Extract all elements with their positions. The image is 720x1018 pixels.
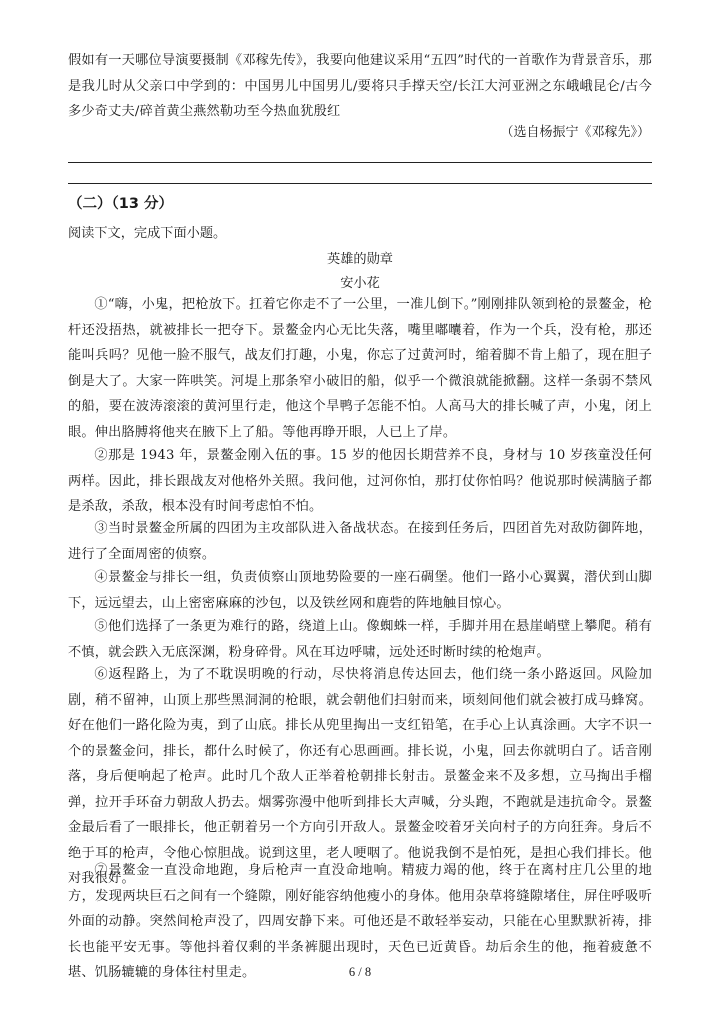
story-paragraph-6: ⑥返程路上，为了不耽误明晚的行动，尽快将消息传达回去，他们绕一条小路返回。风险加剧，稍不留神，山顶上那些黑洞洞的枪眼，就会朝他们扫射而来，顷刻间他们就会被打成马蜂窝。好在他们一路化险为夷，到了山底。排长从兜里掏出一支红铅笔，在手心上认真涂画。大字不识一个的景鳌金问，排长，都什么时候了，你还有心思画画。排长说，小鬼，回去你就明白了。话音刚落，身后便响起了枪声。此时几个敌人正举着枪朝排长射击。景鳌金来不及多想，立马掏出手榴弹，拉开手环奋力朝敌人扔去。烟雾弥漫中他听到排长大声喊，分头跑，不跑就是违抗命令。景鳌金最后看了一眼排长，他正朝着另一个方向引开敌人。景鳌金咬着牙关向村子的方向狂奔。身后不绝于耳的枪声，令他心惊胆战。说到这里，老人哽咽了。他说我倒不是怕死，是担心我们排长。他对我很好。: [68, 667, 652, 886]
story-paragraph-5: ⑤他们选择了一条更为难行的路，绕道上山。像蜘蛛一样，手脚并用在悬崖峭壁上攀爬。稍有不慎，就会跌入无底深渊，粉身碎骨。风在耳边呼啸，远处还时断时续的枪炮声。: [68, 619, 652, 660]
intro-paragraph: 假如有一天哪位导演要摄制《邓稼先传》，我要向他建议采用“五四”时代的一首歌作为背景音乐，那是我儿时从父亲口中学到的：中国男儿中国男儿/要将只手撑天空/长江大河亚洲之东峨峨昆仑/古今多少奇丈夫/碎首黄尘燕然勒功至今热血犹殷红: [68, 53, 652, 119]
source-citation: （选自杨振宁《邓稼先》）: [500, 125, 650, 140]
story-paragraph-1: ①“嗨，小鬼，把枪放下。扛着它你走不了一公里，一准儿倒下。”刚刚排队领到枪的景鳌金，枪杆还没捂热，就被排长一把夺下。景鳌金内心无比失落，嘴里嘟囔着，作为一个兵，没有枪，那还能叫兵吗？见他一脸不服气，战友们打趣，小鬼，你忘了过黄河时，缩着脚不肯上船了，现在胆子倒是大了。大家一阵哄笑。河堤上那条窄小破旧的船，似乎一个微浪就能掀翻。这样一条弱不禁风的船，要在波涛滚滚的黄河里行走，他这个旱鸭子怎能不怕。人高马大的排长喊了声，小鬼，闭上眼。伸出胳膊将他夹在腋下上了船。等他再睁开眼，人已上了岸。: [68, 297, 652, 440]
story-author: 安小花: [340, 276, 380, 291]
story-paragraph-4: ④景鳌金与排长一组，负责侦察山顶地势险要的一座石碉堡。他们一路小心翼翼，潜伏到山脚下，远远望去，山上密密麻麻的沙包，以及铁丝网和鹿砦的阵地触目惊心。: [68, 570, 652, 611]
page-number: 6 / 8: [348, 965, 372, 979]
answer-line-2: [68, 183, 652, 184]
story-paragraph-2: ②那是 1943 年，景鳌金刚入伍的事。15 岁的他因长期营养不良，身材与 10 岁孩童没任何两样。因此，排长跟战友对他格外关照。我问他，过河你怕，那打仗你怕吗？他说那时候满脑子都是杀敌，杀敌，根本没有时间考虑怕不怕。: [68, 448, 652, 514]
section-title: （二）（13 分）: [68, 196, 173, 212]
answer-line-1: [68, 162, 652, 163]
story-paragraph-7: ⑦景鳌金一直没命地跑，身后枪声一直没命地响。精疲力竭的他，终于在离村庄几公里的地方，发现两块巨石之间有一个缝隙，刚好能容纳他瘦小的身体。他用杂草将缝隙堵住，屏住呼吸听外面的动静。突然间枪声没了，四周安静下来。可他还是不敢轻举妄动，只能在心里默默祈祷，排长也能平安无事。等他抖着仅剩的半条裤腿出现时，天色已近黄昏。劫后余生的他，拖着疲惫不堪、饥肠辘辘的身体往村里走。: [68, 863, 652, 980]
section-instruction: 阅读下文，完成下面小题。: [68, 226, 227, 241]
story-paragraph-3: ③当时景鳌金所属的四团为主攻部队进入备战状态。在接到任务后，四团首先对敌防御阵地，进行了全面周密的侦察。: [68, 521, 652, 562]
story-title: 英雄的勋章: [327, 252, 393, 267]
